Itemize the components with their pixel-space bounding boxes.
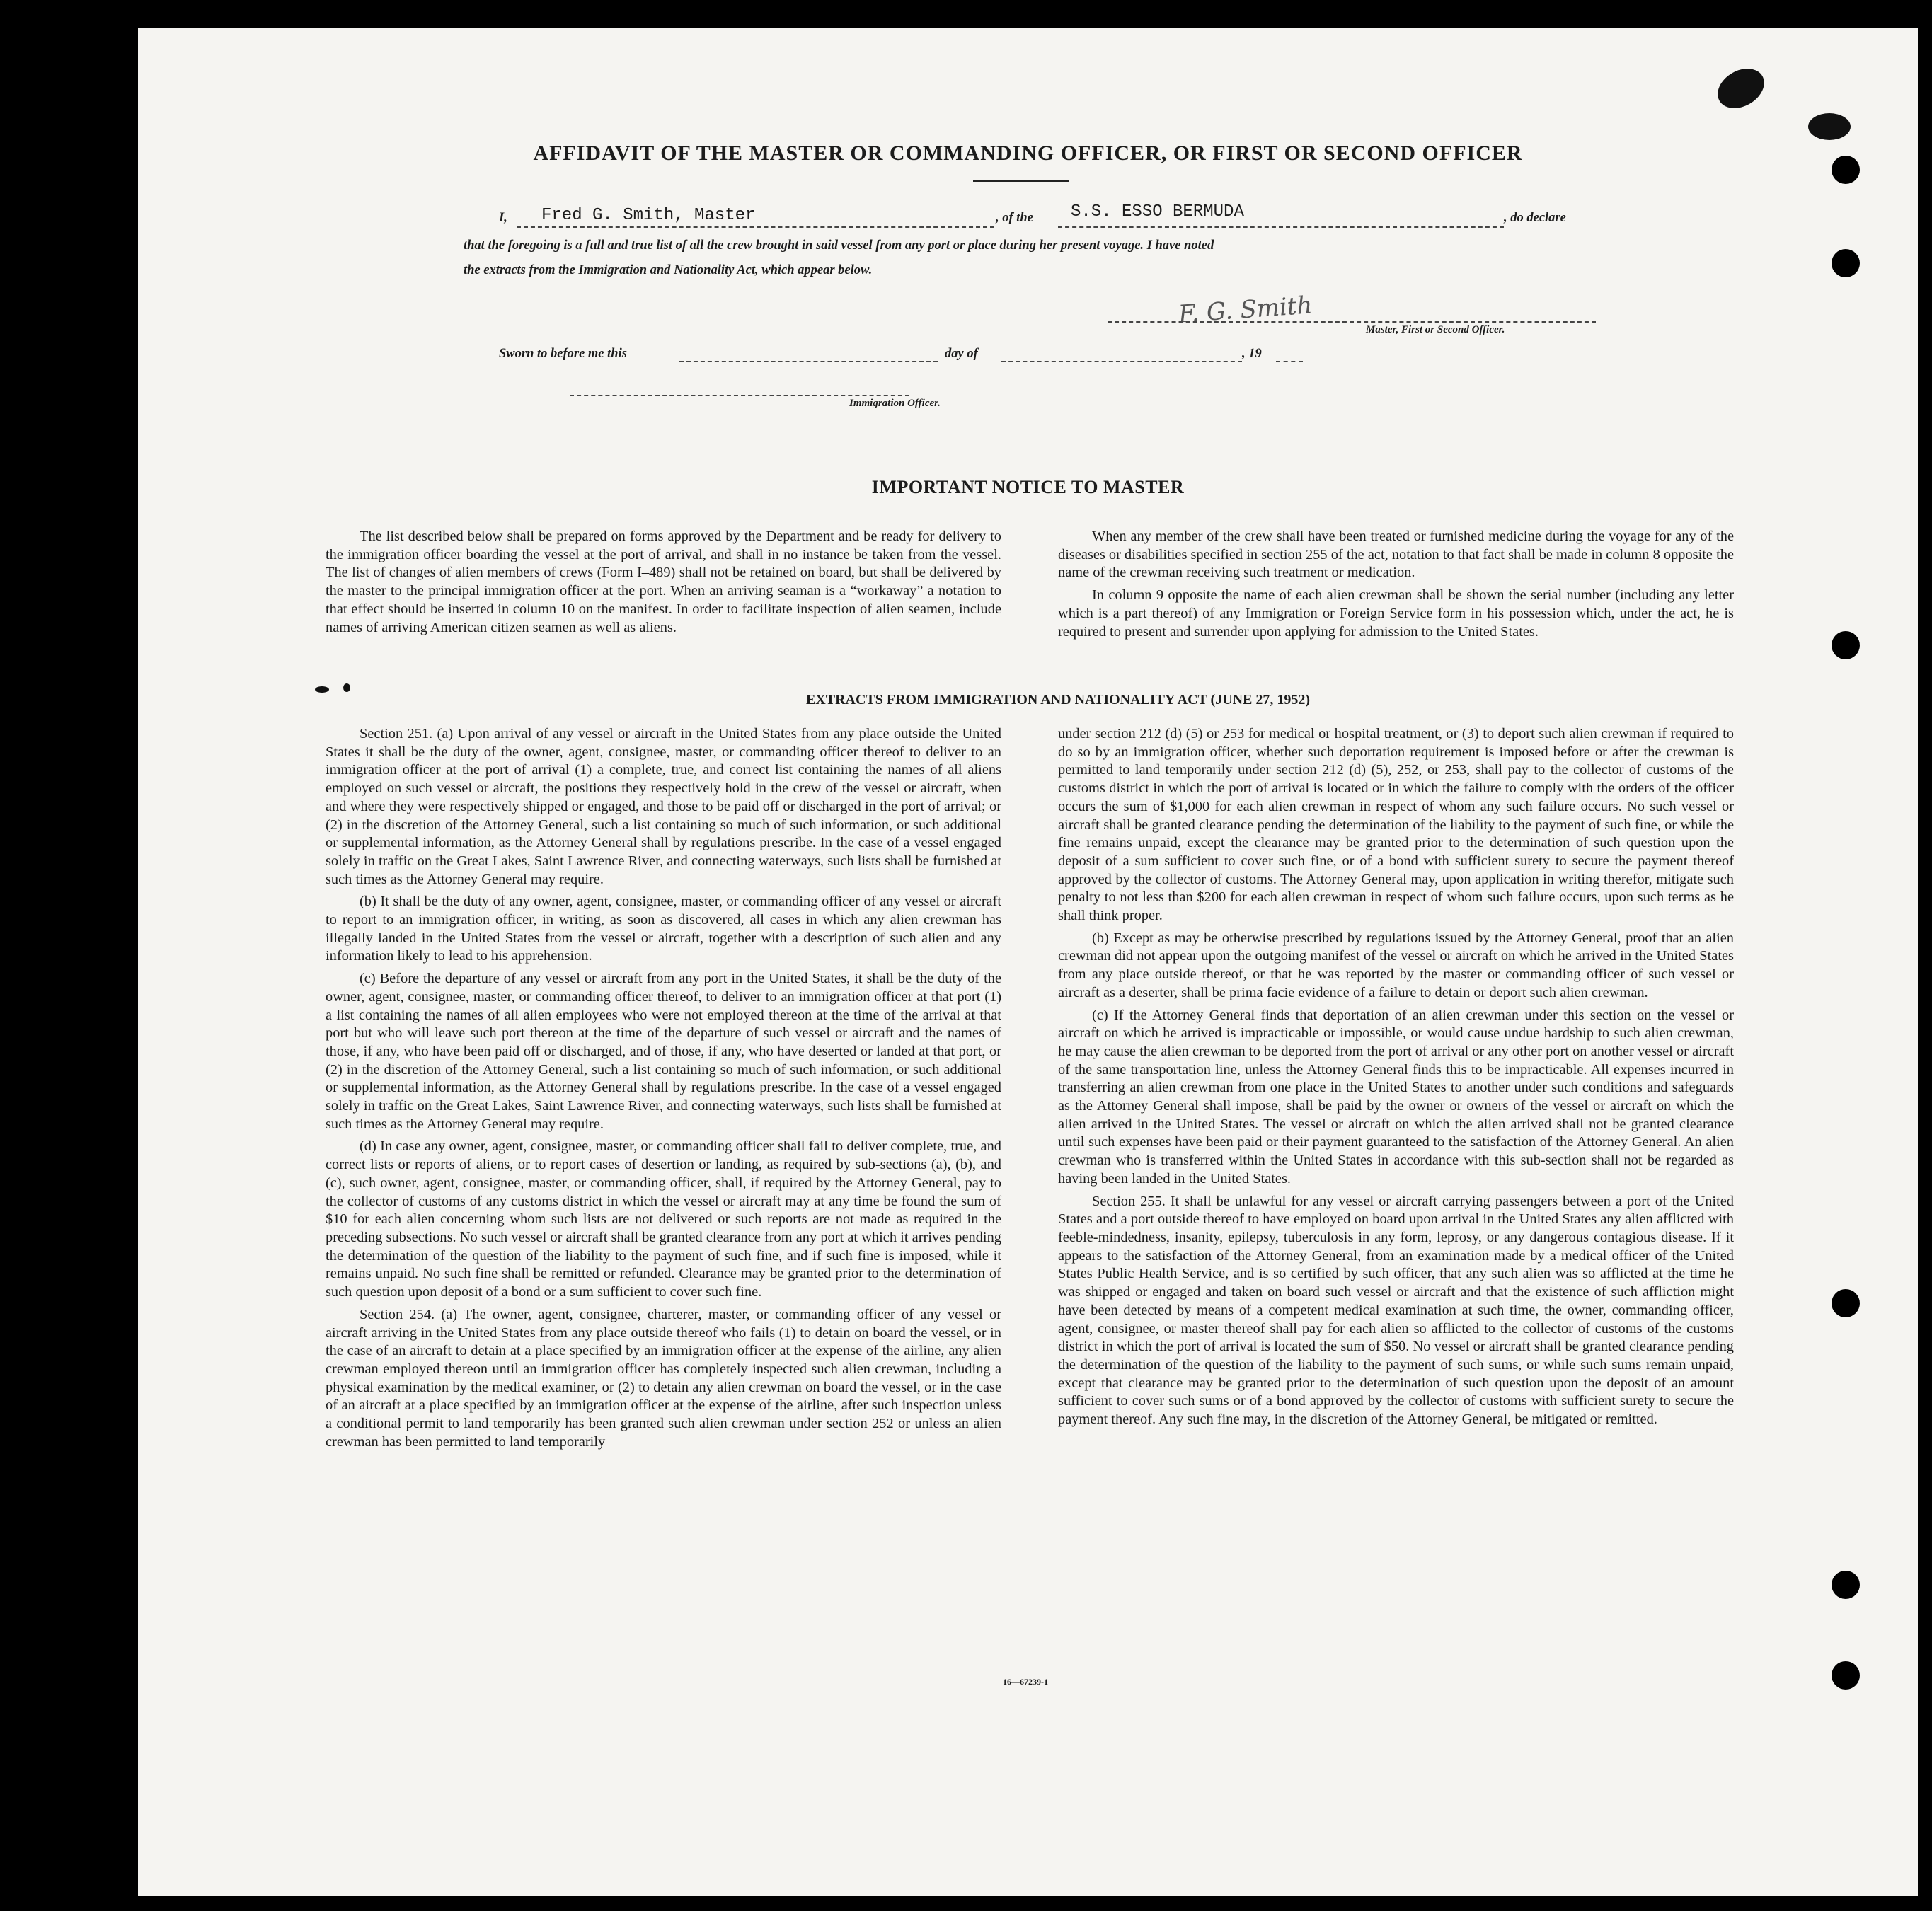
declaration-suffix: , do declare: [1504, 211, 1566, 225]
notice-right-column: [1058, 528, 1734, 645]
officer-caption: Immigration Officer.: [849, 398, 941, 409]
vessel-line: [1058, 226, 1504, 228]
ink-blot: [1710, 61, 1771, 116]
act-section-paragraph: (c) If the Attorney General finds that deportation of an alien crewman under this section on the vessel or aircraft on which he arrived is impracticable or impossible, or would cause undue hardship to such alien crewman, he may cause the alien crewman to be deported from the port of arrival or any other port on another vessel or aircraft of the same transportation line, unless the Attorney General finds this to be impracticable. All expenses incurred in transferring an alien crewman from one place in the United States to another under such conditions and safeguards as the Attorney General shall impose, shall be paid by the owner or owners of the vessel or aircraft on which the alien arrived in the United States. The vessel or aircraft on which the alien arrived shall not be granted clearance until such expenses have been paid or their payment guaranteed to the satisfaction of the Attorney General. An alien crewman who is transferred within the United States in accordance with this sub-section shall not be regarded as having been landed in the United States.: [1058, 1007, 1734, 1187]
ink-blot: [1808, 113, 1851, 140]
sworn-day: day of: [945, 347, 978, 361]
notice-left-column: [326, 528, 1001, 641]
declaration-prefix: I,: [499, 211, 507, 225]
declarant-name: Fred G. Smith, Master: [541, 206, 756, 225]
form-code: 16—67239-1: [1003, 1677, 1048, 1687]
extracts-left-column: [326, 725, 1001, 1455]
vessel-name: S.S. ESSO BERMUDA: [1071, 202, 1244, 221]
act-section-paragraph: (d) In case any owner, agent, consignee, master, or commanding officer shall fail to deliver complete, true, and correct lists or reports of aliens, or to report cases of desertion or landing, as required by sub-sections (a), (b), and (c), such owner, agent, consignee, master, or commanding officer, shall, if required by the Attorney General, pay to the collector of customs of any customs district in which the vessel or aircraft may at any time be found the sum of $10 for each alien concerning whom such lists are not delivered or such reports are not made as required in the preceding subsections. No such vessel or aircraft shall be granted clearance from any port at which it arrives pending the determination of the question of the liability to the payment of such fine, and if such fine is imposed, while it remains unpaid. No such fine shall be remitted or refunded. Clearance may be granted prior to the determination of such question upon deposit of a bond or a sum sufficient to cover such fine.: [326, 1138, 1001, 1300]
notice-paragraph: In column 9 opposite the name of each alien crewman shall be shown the serial number (including any letter which is a part thereof) of any Immigration or Foreign Service form in his possession which, under the act, he is required to present and surrender upon applying for admission to the United States.: [1058, 587, 1734, 640]
document-page: [138, 28, 1918, 1896]
punch-hole: [1832, 1289, 1860, 1317]
punch-hole: [1832, 1661, 1860, 1690]
declaration-mid: , of the: [996, 211, 1033, 225]
punch-hole: [1832, 249, 1860, 277]
affidavit-title: AFFIDAVIT OF THE MASTER OR COMMANDING OFFICER, OR FIRST OR SECOND OFFICER: [533, 142, 1523, 165]
extracts-title: EXTRACTS FROM IMMIGRATION AND NATIONALITY ACT (JUNE 27, 1952): [805, 692, 1311, 708]
punch-hole: [1832, 631, 1860, 659]
ink-blot: [343, 683, 350, 692]
sworn-year: , 19: [1242, 347, 1262, 361]
sworn-date-line: [679, 361, 938, 362]
act-section-paragraph: Section 255. It shall be unlawful for any vessel or aircraft carrying passengers between a port of the United States and a port outside thereof to have employed on board upon arrival in the United States any alien afflicted with feeble-mindedness, insanity, epilepsy, tuberculosis in any form, leprosy, or any dangerous contagious disease. If it appears to the satisfaction of the Attorney General, from an examination made by a medical officer of the United States Public Health Service, and is so certified by such officer, that any such alien was so afflicted at the time he was shipped or engaged and taken on board such vessel or aircraft and that the existence of such affliction might have been detected by means of a competent medical examination at such time, the owner, commanding officer, agent, consignee, or master thereof shall pay for each alien so afflicted to the collector of customs of the customs district in which the port of arrival is located the sum of $50. No vessel or aircraft shall be granted clearance pending the determination of the question of the liability to the payment of such sums, or while such sums remain unpaid, except that clearance may be granted prior to the determination of such question upon the deposit of an amount sufficient to cover such sums or of a bond approved by the collector of customs with sufficient surety to secure the payment thereof. Any such fine may, in the discretion of the Attorney General, be mitigated or remitted.: [1058, 1193, 1734, 1428]
master-signature: F. G. Smith: [1177, 291, 1313, 329]
act-section-paragraph: Section 251. (a) Upon arrival of any vessel or aircraft in the United States from any place outside the United States it shall be the duty of the owner, agent, consignee, master, or commanding officer thereof to deliver to an immigration officer at the port of arrival (1) a complete, true, and correct list containing the names of all aliens employed on such vessel or aircraft, the positions they respectively hold in the crew of the vessel or aircraft, when and where they were respectively shipped or engaged, and those to be paid off or discharged in the port of arrival; or (2) in the discretion of the Attorney General, such a list containing so much of such information, or such additional or supplemental information, as the Attorney General shall by regulations prescribe. In the case of a vessel engaged solely in traffic on the Great Lakes, Saint Lawrence River, and connecting waterways, such lists shall be furnished at such times as the Attorney General may require.: [326, 726, 1001, 887]
sworn-month-line: [1001, 361, 1242, 362]
declaration-line-3: the extracts from the Immigration and Nationality Act, which appear below.: [464, 263, 873, 277]
title-rule: [973, 180, 1069, 182]
notice-paragraph: When any member of the crew shall have been treated or furnished medicine during the voyage for any of the diseases or disabilities specified in section 255 of the act, notation to that fact shall be made in column 8 opposite the name of the crewman receiving such treatment or medication.: [1058, 529, 1734, 581]
act-section-paragraph: (b) It shall be the duty of any owner, agent, consignee, master, or commanding officer of any vessel or aircraft to report to an immigration officer, in writing, as soon as discovered, all cases in which any alien crewman has illegally landed in the United States from the vessel or aircraft, together with a description of such alien and any information likely to lead to his apprehension.: [326, 894, 1001, 964]
sworn-year-line: [1276, 361, 1303, 362]
sworn-prefix: Sworn to before me this: [499, 347, 627, 361]
signature-caption: Master, First or Second Officer.: [1366, 324, 1505, 335]
notice-title: IMPORTANT NOTICE TO MASTER: [871, 477, 1185, 497]
act-section-paragraph: (b) Except as may be otherwise prescribed by regulations issued by the Attorney General, proof that an alien crewman did not appear upon the outgoing manifest of the vessel or aircraft on which he arrived in the United States from any place outside thereof, or that he was reported by the master or commanding officer of such vessel or aircraft as a deserter, shall be prima facie evidence of a failure to detain or deport such alien crewman.: [1058, 930, 1734, 1000]
officer-signature-line: [570, 395, 909, 396]
signature-line: [1108, 321, 1596, 323]
punch-hole: [1832, 1571, 1860, 1599]
act-section-paragraph: under section 212 (d) (5) or 253 for medical or hospital treatment, or (3) to deport such alien crewman if required to do so by an immigration officer, whether such deportation requirement is imposed before or after the crewman is permitted to land temporarily under section 212 (d) (5), 252, or 253, shall pay to the collector of customs of the customs district in which the port of arrival is located or in which the failure to comply with the orders of the officer occurs the sum of $1,000 for each alien crewman in respect of whom any such failure occurs. No such vessel or aircraft shall be granted clearance pending the determination of the liability to the payment of such fine, or while the fine remains unpaid, except the clearance may be granted prior to the determination of such question upon the deposit of a sum sufficient to cover such fine, or of a bond with sufficient surety to secure the payment thereof approved by the collector of customs. The Attorney General may, upon application in writing therefor, mitigate such penalty to not less than $200 for each alien crewman in respect of whom such failure occurs, upon such terms as he shall think proper.: [1058, 726, 1734, 924]
notice-paragraph: The list described below shall be prepared on forms approved by the Department and be ready for delivery to the immigration officer boarding the vessel at the port of arrival, and shall in no instance be taken from the vessel. The list of changes of alien members of crews (Form I–489) shall not be retained on board, but shall be delivered by the master to the principal immigration officer at the port. When an arriving seaman is a “workaway” a notation to that effect should be inserted in column 10 on the manifest. In order to facilitate inspection of alien seamen, include names of arriving American citizen seamen as well as aliens.: [326, 529, 1001, 635]
declaration-line-2: that the foregoing is a full and true list of all the crew brought in said vessel from any port or place during her present voyage. I have noted: [464, 238, 1214, 253]
extracts-right-column: [1058, 725, 1734, 1433]
declarant-line: [517, 226, 994, 228]
act-section-paragraph: (c) Before the departure of any vessel or aircraft from any port in the United States, it shall be the duty of the owner, agent, consignee, master, or commanding officer thereof, to deliver to an immigration officer at that port (1) a list containing the names of all alien employees who were not employed thereon at the time of the arrival at that port but who will leave such port thereon at the time of the departure of such vessel or aircraft and the names of those, if any, who have been paid off or discharged, and of those, if any, who have deserted or landed at that port, or (2) in the discretion of the Attorney General, such a list containing so much of such information, or such additional or supplemental information, as the Attorney General shall by regulations prescribe. In the case of a vessel engaged solely in traffic on the Great Lakes, Saint Lawrence River, and connecting waterways, such lists shall be furnished at such times as the Attorney General may require.: [326, 971, 1001, 1132]
act-section-paragraph: Section 254. (a) The owner, agent, consignee, charterer, master, or commanding officer of any vessel or aircraft arriving in the United States from any place outside thereof who fails (1) to detain on board the vessel, or in the case of an aircraft to detain at a place specified by an immigration officer at the expense of the airline, any alien crewman employed thereon until an immigration officer has completely inspected such alien crewman, including a physical examination by the medical examiner, or (2) to detain any alien crewman on board the vessel, or in the case of an aircraft at a place specified by an immigration officer at the expense of the airline, after such inspection unless a conditional permit to land temporarily has been granted such alien crewman under section 252 or unless an alien crewman has been permitted to land temporarily: [326, 1306, 1001, 1450]
